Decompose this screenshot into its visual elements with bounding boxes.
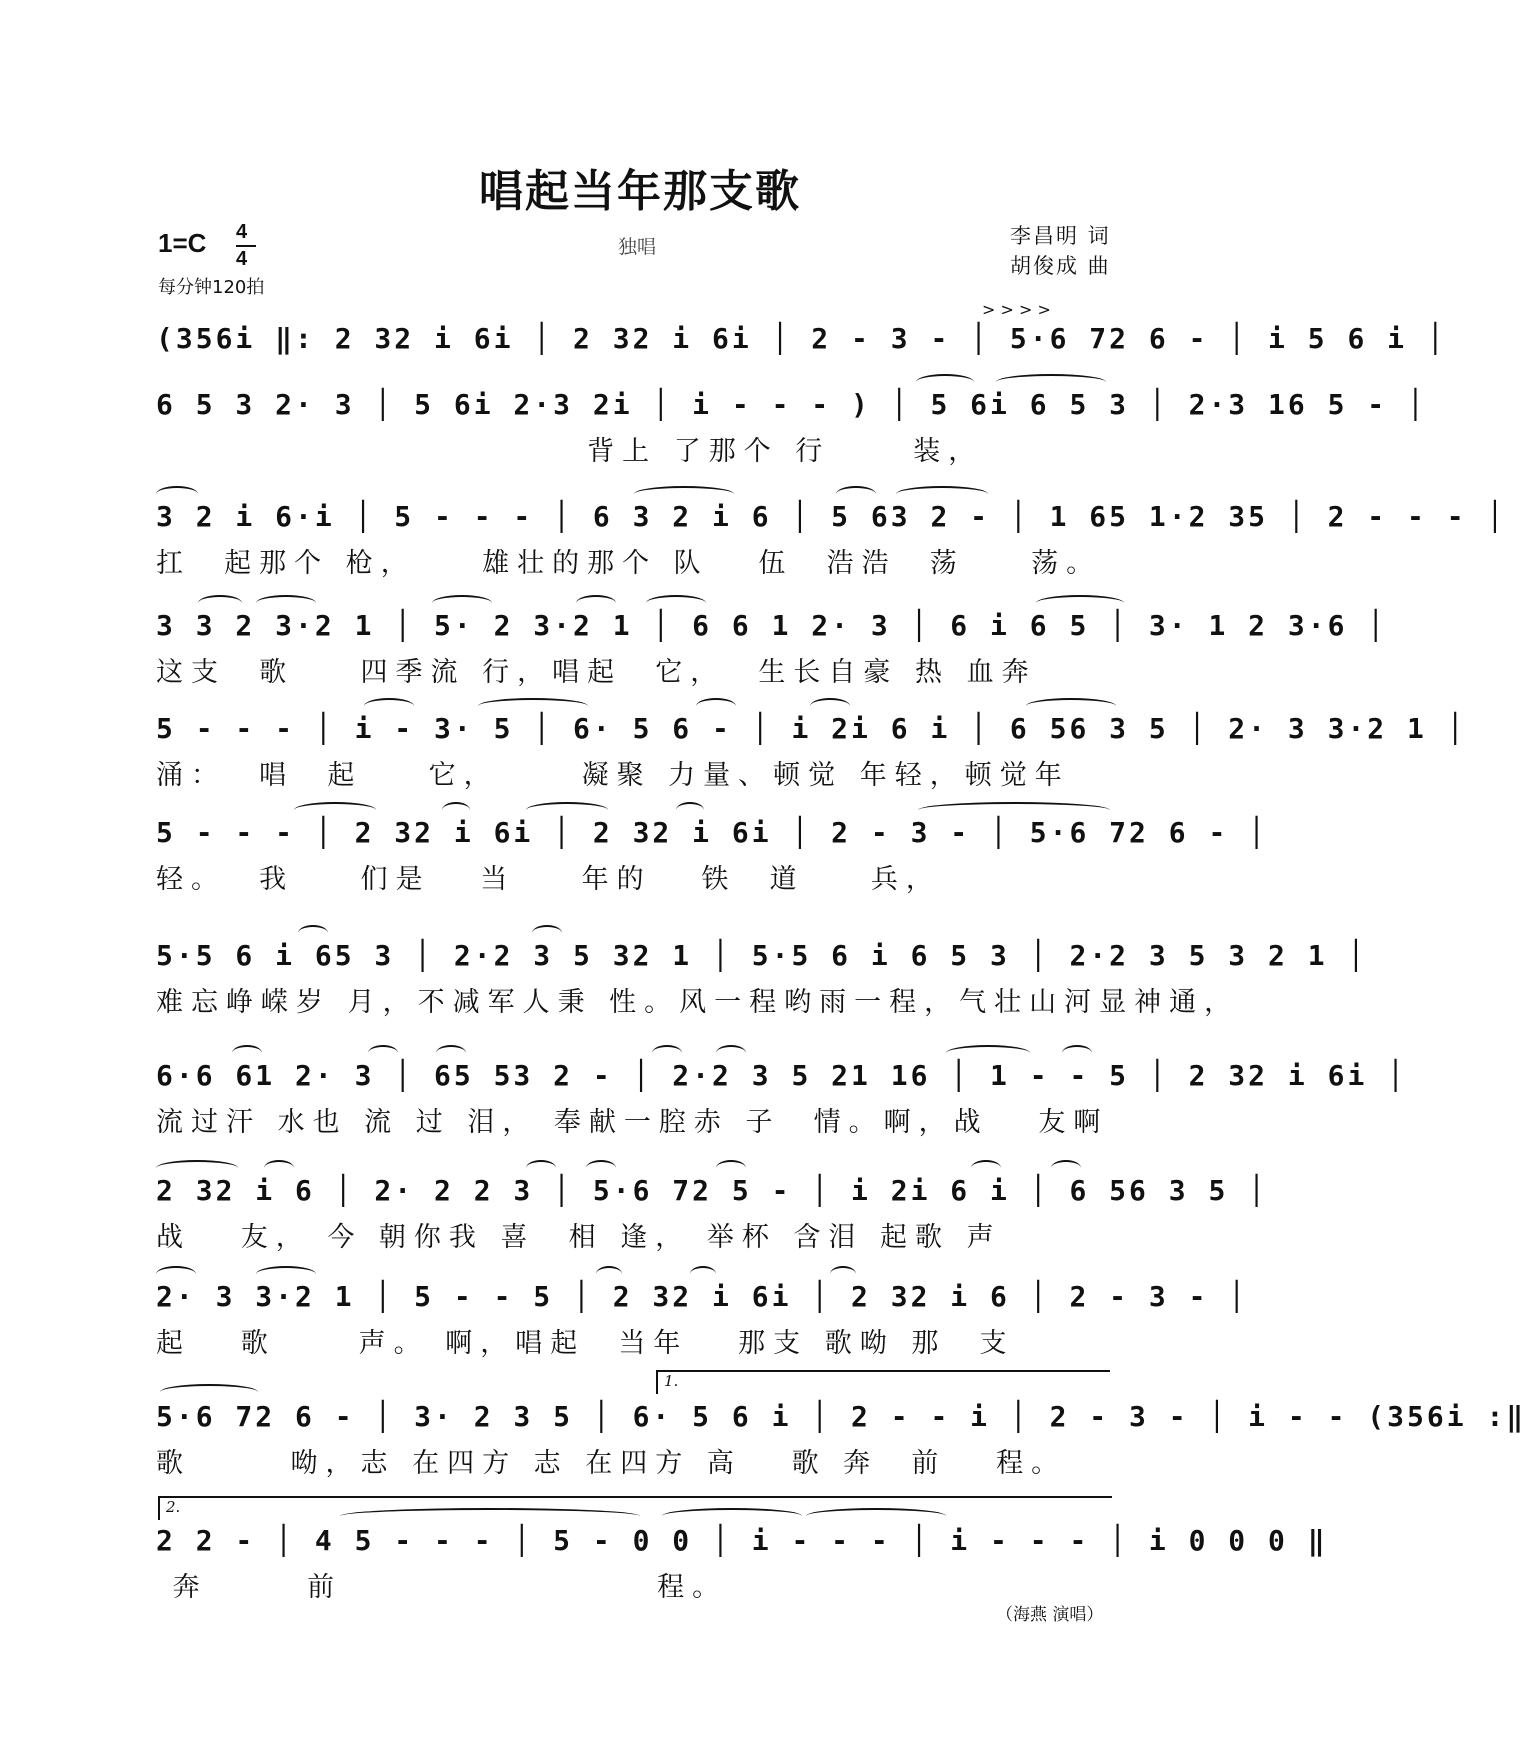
song-title: 唱起当年那支歌 bbox=[479, 166, 801, 217]
singer-credit: （海燕 演唱） bbox=[996, 1605, 1104, 1625]
notation-line: 2 32 i 6 │ 2· 2 2 3 │ 5·6 72 5 - │ i 2i 6 i │ 6 56 3 5 │ bbox=[156, 1174, 1269, 1207]
performance-style: 独唱 bbox=[618, 236, 657, 258]
notation-line: 5·5 6 i 65 3 │ 2·2 3 5 32 1 │ 5·5 6 i 6 5 3 │ 2·2 3 5 3 2 1 │ bbox=[156, 939, 1368, 972]
notation-line: 2 2 - │ 4 5 - - - │ 5 - 0 0 │ i - - - │ i - - - │ i 0 0 0 ‖ bbox=[156, 1524, 1328, 1557]
time-signature-bottom: 4 bbox=[236, 248, 248, 270]
accent-marks: > > > > bbox=[982, 300, 1051, 319]
first-ending-label: 1. bbox=[664, 1372, 679, 1390]
key-signature: 1=C bbox=[158, 228, 207, 258]
lyric-line: 歌 呦，志 在四方 志 在四方 高 歌 奔 前 程。 bbox=[156, 1448, 1067, 1479]
notation-line: 2· 3 3·2 1 │ 5 - - 5 │ 2 32 i 6i │ 2 32 i 6 │ 2 - 3 - │ bbox=[156, 1280, 1249, 1313]
lyric-line: 这支 歌 四季流 行，唱起 它， 生长自豪 热 血奔 bbox=[156, 657, 1037, 688]
notation-line: 5 - - - │ 2 32 i 6i │ 2 32 i 6i │ 2 - 3 - │ 5·6 72 6 - │ bbox=[156, 816, 1269, 849]
second-ending-label: 2. bbox=[166, 1498, 181, 1516]
lyric-line: 扛 起那个 枪， 雄壮的那个 队 伍 浩浩 荡 荡。 bbox=[156, 548, 1102, 579]
notation-line: 3 3 2 3·2 1 │ 5· 2 3·2 1 │ 6 6 1 2· 3 │ 6 i 6 5 │ 3· 1 2 3·6 │ bbox=[156, 609, 1388, 642]
lyric-line: 战 友， 今 朝你我 喜 相 逢， 举杯 含泪 起歌 声 bbox=[156, 1222, 1002, 1253]
composer-credit: 胡俊成 曲 bbox=[1010, 254, 1111, 278]
lyric-line: 难忘峥嵘岁 月，不减军人秉 性。风一程哟雨一程，气壮山河显神通， bbox=[156, 987, 1240, 1018]
notation-line: 3 2 i 6·i │ 5 - - - │ 6 3 2 i 6 │ 5 63 2 - │ 1 65 1·2 35 │ 2 - - - │ bbox=[156, 500, 1507, 533]
lyric-line: 背上 了那个 行 装， bbox=[156, 436, 984, 467]
notation-line: 6·6 61 2· 3 │ 65 53 2 - │ 2·2 3 5 21 16 │ 1 - - 5 │ 2 32 i 6i │ bbox=[156, 1059, 1408, 1092]
notation-line: 6 5 3 2· 3 │ 5 6i 2·3 2i │ i - - - ) │ 5 6i 6 5 3 │ 2·3 16 5 - │ bbox=[156, 388, 1427, 421]
notation-line: 5·6 72 6 - │ 3· 2 3 5 │ 6· 5 6 i │ 2 - - i │ 2 - 3 - │ i - - (356i :‖ bbox=[156, 1400, 1526, 1433]
time-signature-top: 4 bbox=[236, 221, 248, 243]
notation-line: (356i ‖: 2 32 i 6i │ 2 32 i 6i │ 2 - 3 - │ 5·6 72 6 - │ i 5 6 i │ bbox=[156, 322, 1447, 355]
lyricist-credit: 李昌明 词 bbox=[1010, 224, 1111, 248]
lyric-line: 涌： 唱 起 它， 凝聚 力量、顿觉 年轻，顿觉年 bbox=[156, 760, 1070, 791]
lyric-line: 起 歌 声。 啊，唱起 当年 那支 歌呦 那 支 bbox=[156, 1328, 1015, 1359]
first-ending-bracket bbox=[656, 1370, 1110, 1394]
tempo-marking: 每分钟120拍 bbox=[158, 277, 265, 298]
time-signature-divider bbox=[236, 245, 256, 247]
notation-line: 5 - - - │ i - 3· 5 │ 6· 5 6 - │ i 2i 6 i │ 6 56 3 5 │ 2· 3 3·2 1 │ bbox=[156, 712, 1467, 745]
lyric-line: 轻。 我 们是 当 年的 铁 道 兵， bbox=[156, 864, 941, 895]
lyric-line: 奔 前 程。 bbox=[156, 1572, 728, 1603]
lyric-line: 流过汗 水也 流 过 泪， 奉献一腔赤 子 情。啊，战 友啊 bbox=[156, 1107, 1109, 1138]
